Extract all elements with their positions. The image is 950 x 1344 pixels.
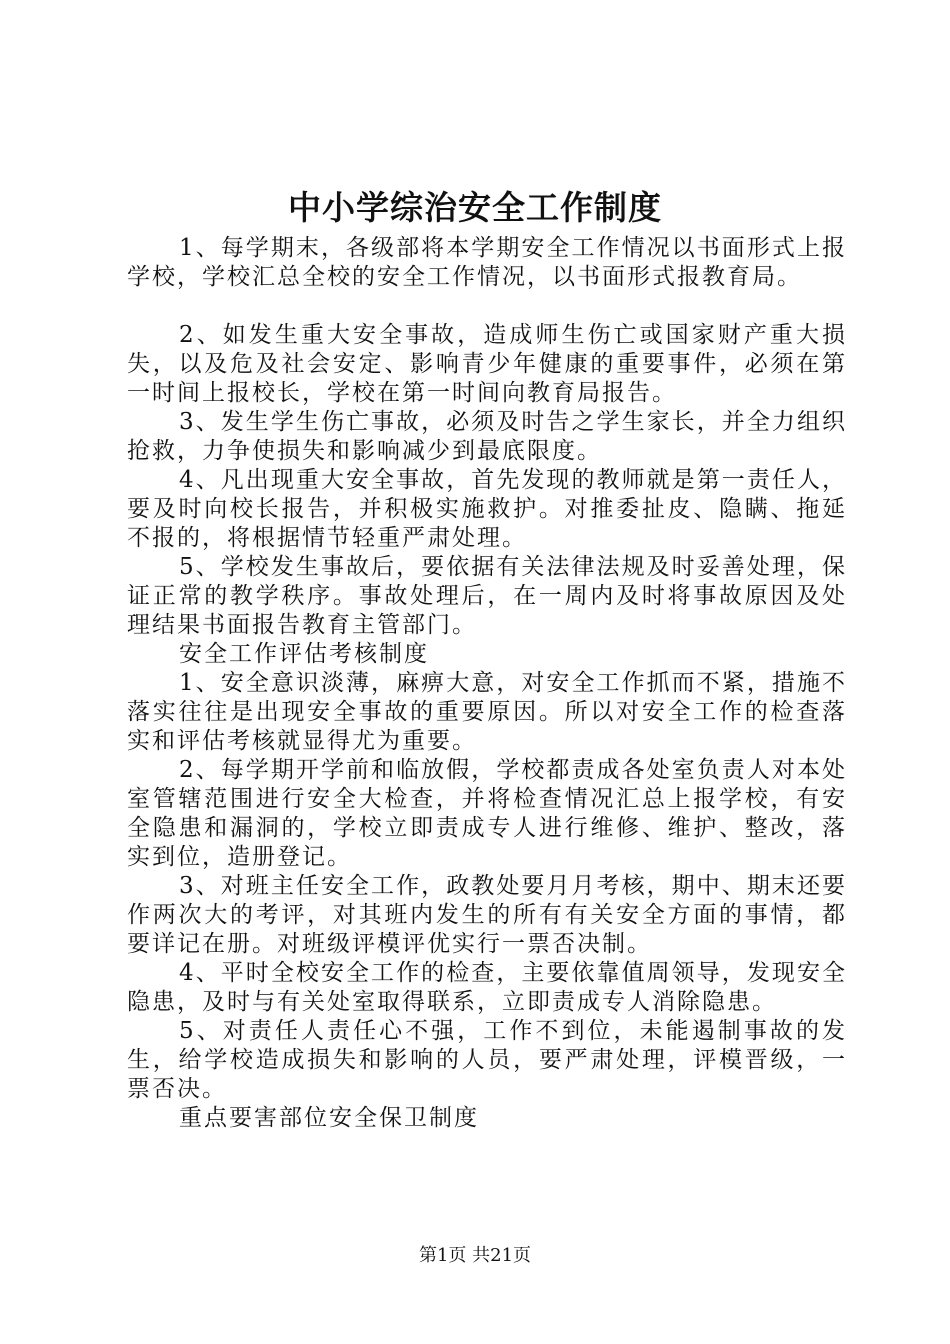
paragraph: 4、凡出现重大安全事故，首先发现的教师就是第一责任人，要及时向校长报告，并积极实施救护。对推委扯皮、隐瞒、拖延不报的，将根据情节轻重严肃处理。 — [127, 467, 847, 551]
paragraph: 3、发生学生伤亡事故，必须及时告之学生家长，并全力组织抢救，力争使损失和影响减少到最底限度。 — [127, 409, 847, 464]
paragraph: 5、学校发生事故后，要依据有关法律法规及时妥善处理，保证正常的教学秩序。事故处理后，在一周内及时将事故原因及处理结果书面报告教育主管部门。 — [127, 554, 847, 638]
section-heading: 安全工作评估考核制度 — [179, 641, 429, 667]
section-heading: 重点要害部位安全保卫制度 — [179, 1105, 479, 1131]
paragraph: 1、每学期末，各级部将本学期安全工作情况以书面形式上报学校，学校汇总全校的安全工作情况，以书面形式报教育局。 — [127, 235, 847, 290]
page-number-footer: 第1页 共21页 — [418, 1245, 532, 1266]
paragraph: 1、安全意识淡薄，麻痹大意，对安全工作抓而不紧，措施不落实往往是出现安全事故的重要原因。所以对安全工作的检查落实和评估考核就显得尤为重要。 — [127, 670, 847, 754]
paragraph: 4、平时全校安全工作的检查，主要依靠值周领导，发现安全隐患，及时与有关处室取得联系，立即责成专人消除隐患。 — [127, 960, 847, 1015]
paragraph: 3、对班主任安全工作，政教处要月月考核，期中、期末还要作两次大的考评，对其班内发生的所有有关安全方面的事情，都要详记在册。对班级评模评优实行一票否决制。 — [127, 873, 847, 957]
document-title: 中小学综治安全工作制度 — [288, 188, 662, 227]
paragraph: 2、每学期开学前和临放假，学校都责成各处室负责人对本处室管辖范围进行安全大检查，并将检查情况汇总上报学校，有安全隐患和漏洞的，学校立即责成专人进行维修、维护、整改，落实到位，造册登记。 — [127, 757, 847, 870]
paragraph: 2、如发生重大安全事故，造成师生伤亡或国家财产重大损失，以及危及社会安定、影响青少年健康的重要事件，必须在第一时间上报校长，学校在第一时间向教育局报告。 — [127, 322, 847, 406]
paragraph: 5、对责任人责任心不强，工作不到位，未能遏制事故的发生，给学校造成损失和影响的人员，要严肃处理，评模晋级，一票否决。 — [127, 1018, 847, 1102]
document-body — [127, 234, 847, 1133]
